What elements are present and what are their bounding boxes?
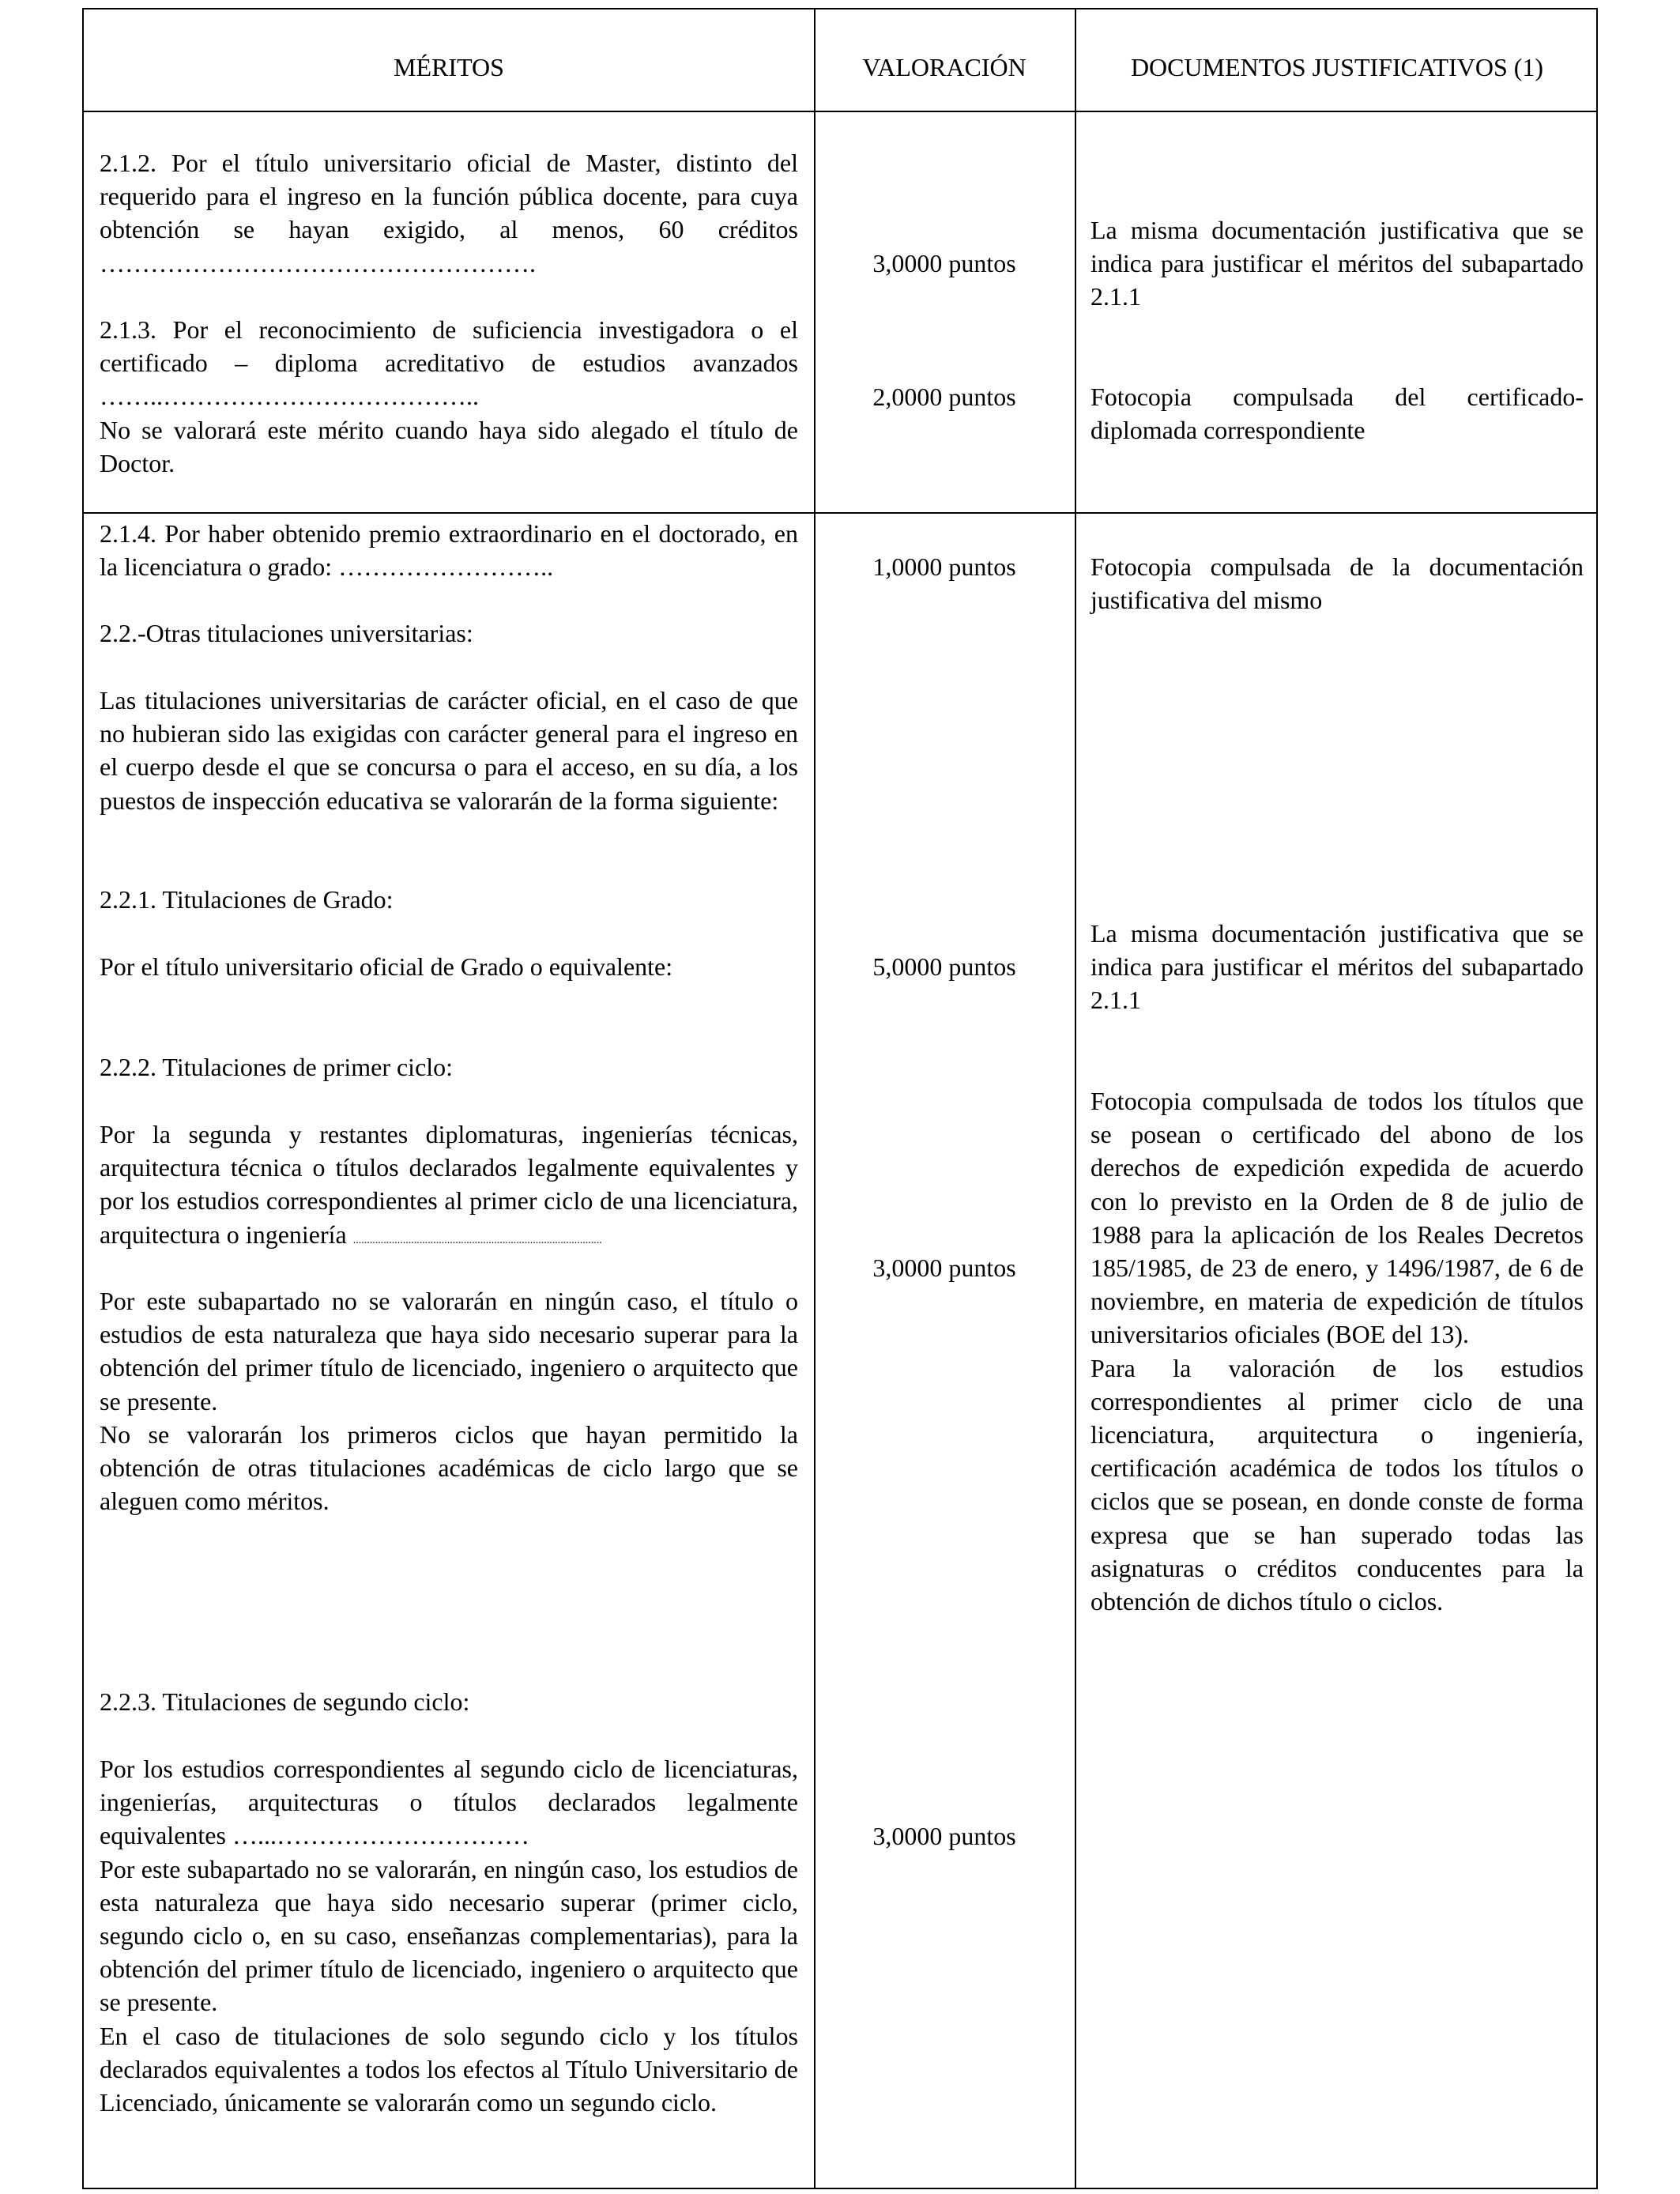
doc-2-1-4: Fotocopia compulsada de la documentación justificativa del mismo — [1090, 552, 1584, 615]
row-divider — [84, 512, 1596, 514]
merit-2-2-2-note-2: No se valorarán los primeros ciclos que hayan permitido la obtención de otras titulaciones académicas de ciclo largo que se aleguen como méritos. — [100, 1419, 798, 1516]
merit-2-2-2-notes — [100, 1284, 798, 1517]
merits-table — [82, 8, 1598, 2189]
doc-2-2-2 — [1090, 1084, 1584, 1618]
value-2-2-3: 3,0000 puntos — [872, 1822, 1016, 1850]
section-2-2-title: 2.2.-Otras titulaciones universitarias: — [100, 619, 473, 647]
column-divider-2 — [1075, 9, 1076, 2188]
merit-2-1-4: 2.1.4. Por haber obtenido premio extraordinario en el doctorado, en la licenciatura o grado: …………………….. — [100, 519, 798, 582]
merit-2-1-3-text: 2.1.3. Por el reconocimiento de suficiencia investigadora o el certificado – diploma acreditativo de estudios avanzados ……..……………………………….. — [100, 315, 798, 411]
header-documentos: DOCUMENTOS JUSTIFICATIVOS (1) — [1130, 53, 1544, 81]
column-divider-1 — [814, 9, 816, 2188]
merit-2-2-2-text: Por la segunda y restantes diplomaturas, ingenierías técnicas, arquitectura técnica o títulos declarados legalmente equivalentes y por los estudios correspondientes al primer ciclo de una licenciatura, arquitectura o ingeniería — [100, 1120, 798, 1249]
value-2-2-2: 3,0000 puntos — [872, 1253, 1016, 1282]
merit-2-1-3-note: No se valorará este mérito cuando haya sido alegado el título de Doctor. — [100, 415, 798, 477]
merit-2-1-2-text: 2.1.2. Por el título universitario oficial de Master, distinto del requerido para el ingreso en la función pública docente, para cuya obtención se hayan exigido, al menos, 60 créditos ……………………………………………. — [100, 149, 798, 277]
doc-2-2-1: La misma documentación justificativa que se indica para justificar el méritos del subapartado 2.1.1 — [1090, 919, 1584, 1015]
value-2-1-4: 1,0000 puntos — [872, 552, 1016, 581]
doc-2-1-3: Fotocopia compulsada del certificado- diplomada correspondiente — [1090, 383, 1584, 445]
value-2-2-1: 5,0000 puntos — [872, 952, 1016, 981]
section-2-2-intro: Las titulaciones universitarias de carácter oficial, en el caso de que no hubieran sido las exigidas con carácter general para el ingreso en el cuerpo desde el que se concursa o para el acceso, en su día, a los puestos de inspección educativa se valorarán de la forma siguiente: — [100, 686, 798, 815]
section-2-2-3-title: 2.2.3. Titulaciones de segundo ciclo: — [100, 1687, 470, 1716]
value-2-1-2: 3,0000 puntos — [872, 249, 1016, 277]
value-2-1-3: 2,0000 puntos — [872, 383, 1016, 411]
section-2-2-2-title: 2.2.2. Titulaciones de primer ciclo: — [100, 1053, 454, 1081]
header-meritos: MÉRITOS — [394, 53, 504, 81]
doc-2-2-2-text-2: Para la valoración de los estudios correspondientes al primer ciclo de una licenciatura, arquitectura o ingeniería, certificación académica de todos los títulos o ciclos que se posean, en donde conste de forma expresa que se han superado todas las asignaturas o créditos conducentes para la obtención de dichos título o ciclos. — [1090, 1353, 1584, 1616]
merit-2-2-3-note-1: Por este subapartado no se valorarán, en ningún caso, los estudios de esta naturaleza que haya sido necesario superar (primer ciclo, segundo ciclo o, en su caso, enseñanzas complementarias), para la obtención del primer título de licenciado, ingeniero o arquitecto que se presente. — [100, 1854, 798, 2017]
merit-2-1-2 — [100, 146, 798, 280]
doc-2-1-2: La misma documentación justificativa que se indica para justificar el méritos del subapartado 2.1.1 — [1090, 216, 1584, 311]
merit-2-1-3 — [100, 313, 798, 480]
merit-2-2-2 — [100, 1118, 798, 1257]
merit-2-2-3-note-2: En el caso de titulaciones de solo segundo ciclo y los títulos declarados equivalentes a todos los efectos al Título Universitario de Licenciado, únicamente se valorarán como un segundo ciclo. — [100, 2021, 798, 2117]
merit-2-2-1: Por el título universitario oficial de Grado o equivalente: — [100, 952, 673, 981]
merit-2-2-2-note-1: Por este subapartado no se valorarán en ningún caso, el título o estudios de esta naturaleza que haya sido necesario superar para la obtención del primer título de licenciado, ingeniero o arquitecto que se presente. — [100, 1287, 798, 1416]
header-divider — [84, 111, 1596, 112]
merit-2-2-3-text: Por los estudios correspondientes al segundo ciclo de licenciaturas, ingenierías, arquitecturas o títulos declarados legalmente equivalentes …...………………………… — [100, 1755, 798, 1850]
header-valoracion: VALORACIÓN — [862, 53, 1026, 81]
merit-2-2-2-dots: .......................................................................................... — [352, 1234, 602, 1246]
merit-2-2-3 — [100, 1752, 798, 2119]
doc-2-2-2-text: Fotocopia compulsada de todos los títulos que se posean o certificado del abono de los derechos de expedición expedida de acuerdo con lo previsto en la Orden de 8 de julio de 1988 para la aplicación de los Reales Decretos 185/1985, de 23 de enero, y 1496/1987, de 6 de noviembre, en materia de expedición de títulos universitarios oficiales (BOE del 13). — [1090, 1087, 1584, 1349]
section-2-2-1-title: 2.2.1. Titulaciones de Grado: — [100, 885, 394, 914]
